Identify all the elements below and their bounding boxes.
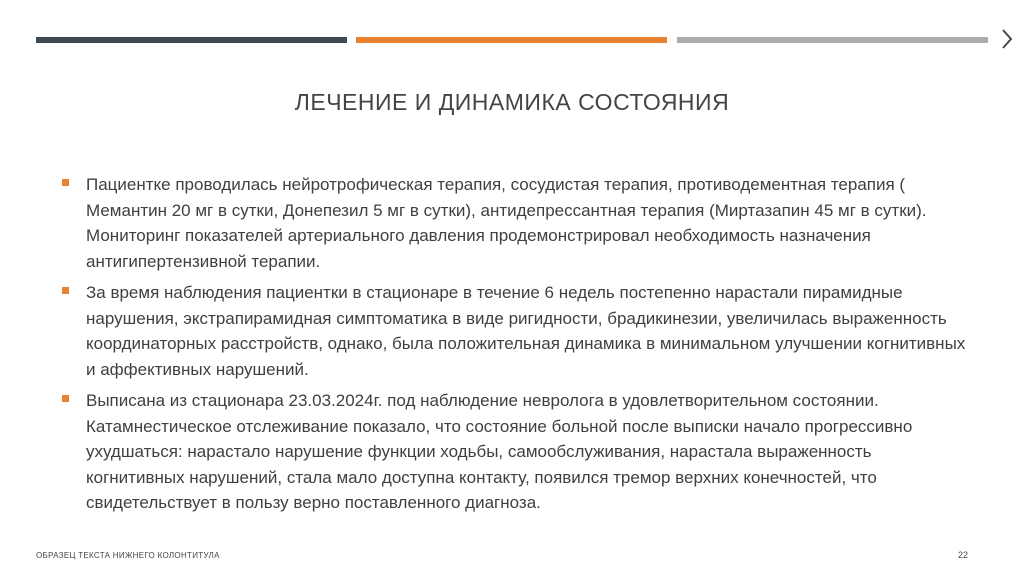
page-number: 22 bbox=[958, 550, 969, 560]
chevron-right-icon bbox=[1000, 28, 1014, 50]
square-bullet-icon bbox=[62, 395, 69, 402]
square-bullet-icon bbox=[62, 179, 69, 186]
header-bar-gray bbox=[677, 37, 988, 43]
bullet-text: Выписана из стационара 23.03.2024г. под наблюдение невролога в удовлетворительном состоянии. Катамнестическое отслеживание показало, что состояние больной после выписки начало прогрессивно ухудшаться: нарастало нарушение функции ходьбы, самообслуживания, нарастала выраженность когнитивных нарушений, стала мало доступна контакту, появился тремор верхних конечностей, что свидетельствует в пользу верно поставленного диагноза. bbox=[86, 391, 913, 512]
square-bullet-icon bbox=[62, 287, 69, 294]
footer-text: ОБРАЗЕЦ ТЕКСТА НИЖНЕГО КОЛОНТИТУЛА bbox=[36, 551, 220, 560]
bullet-list bbox=[60, 172, 970, 522]
bullet-text: Пациентке проводилась нейротрофическая терапия, сосудистая терапия, противодементная терапия ( Мемантин 20 мг в сутки, Донепезил 5 мг в сутки), антидепрессантная терапия (Миртазапин 45 мг в сутки). Мониторинг показателей артериального давления продемонстрировал необходимость назначения антигипертензивной терапии. bbox=[86, 175, 927, 271]
list-item bbox=[60, 388, 970, 516]
list-item bbox=[60, 172, 970, 274]
header-bar-dark bbox=[36, 37, 347, 43]
slide-title: ЛЕЧЕНИЕ И ДИНАМИКА СОСТОЯНИЯ bbox=[294, 89, 730, 115]
list-item bbox=[60, 280, 970, 382]
header-bar-orange bbox=[356, 37, 667, 43]
bullet-text: За время наблюдения пациентки в стационаре в течение 6 недель постепенно нарастали пирамидные нарушения, экстрапирамидная симптоматика в виде ригидности, брадикинезии, увеличилась выраженность координаторных расстройств, однако, была положительная динамика в минимальном улучшении когнитивных и аффективных нарушений. bbox=[86, 283, 966, 379]
